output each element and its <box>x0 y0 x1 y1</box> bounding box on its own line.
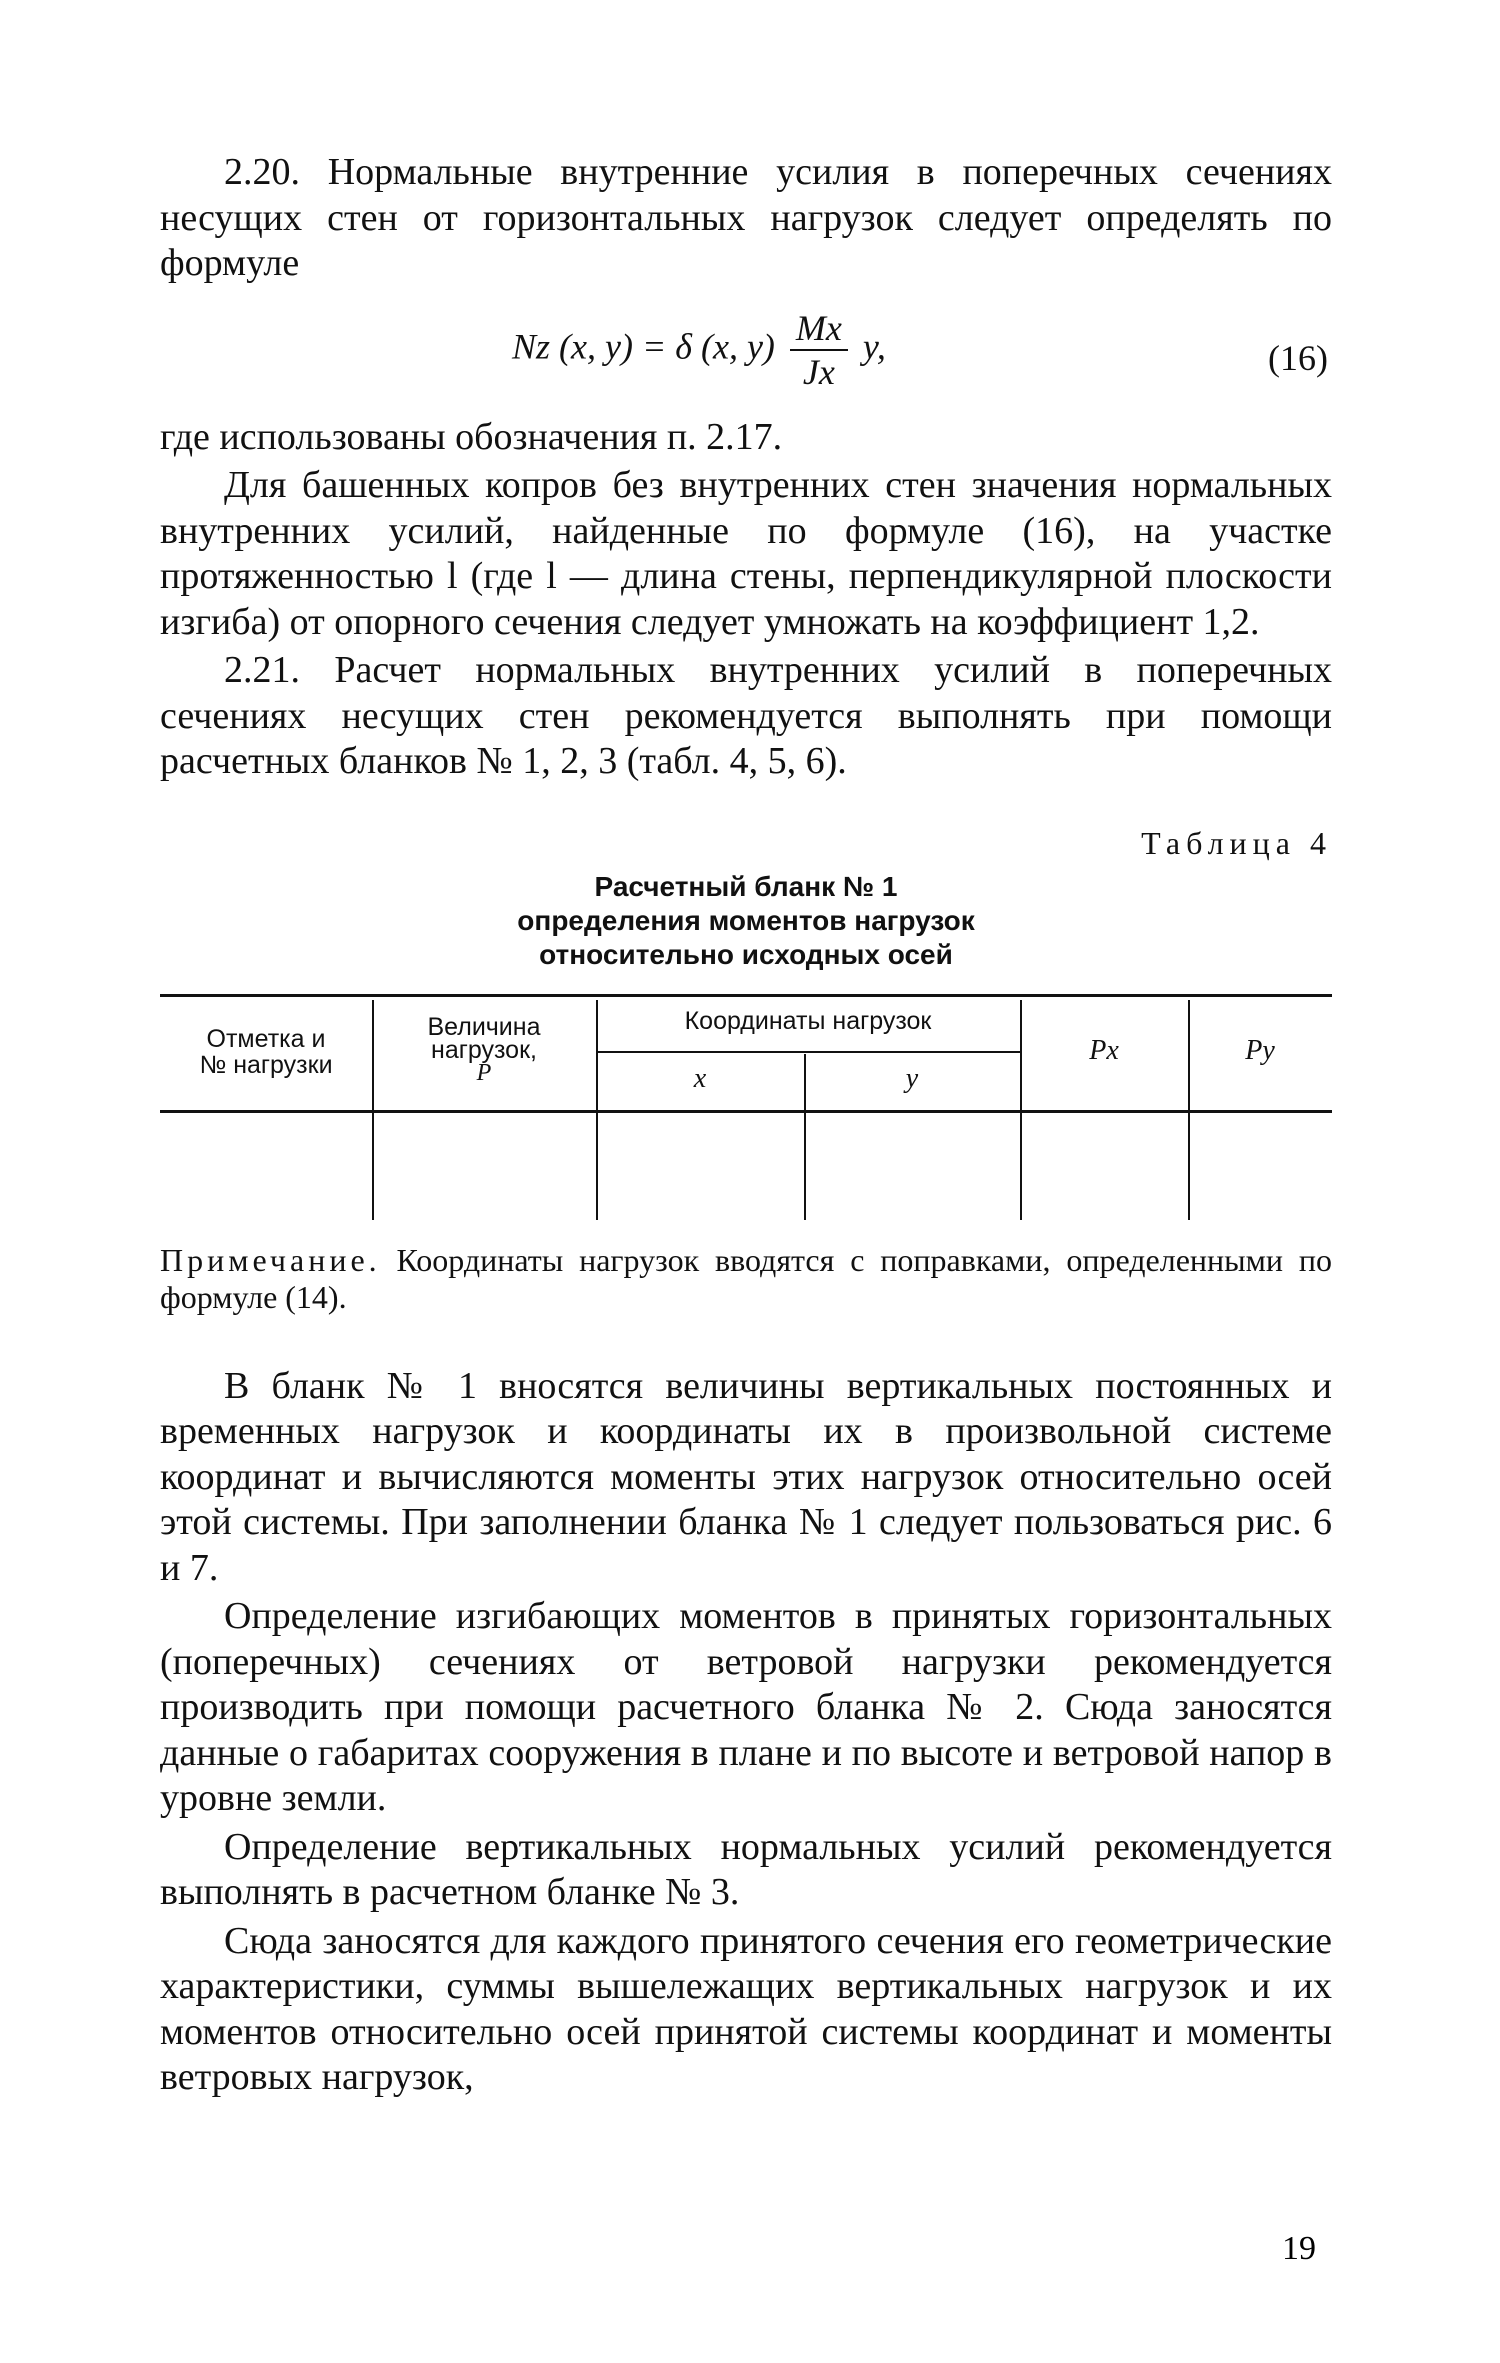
formula-expression <box>512 307 886 393</box>
page-number: 19 <box>1282 2230 1316 2267</box>
header-mark-and-load-no <box>160 1026 372 1078</box>
paragraph-form-2: Определение изгибающих моментов в принятых горизонтальных (поперечных) сечениях от ветровой нагрузки рекомендуется производить при помощи расчетного бланка № 2. Сюда заносятся данные о габаритах сооружения в плане и по высоте и ветровой напор в уровне земли. <box>160 1595 1332 1819</box>
note-text: Координаты нагрузок вводятся с поправками, определенными по формуле (14). <box>160 1241 1332 1315</box>
calculation-form-table <box>160 994 1332 1220</box>
formula-number: (16) <box>1268 337 1328 378</box>
table-top-rule <box>160 994 1332 997</box>
table-title-line-2: определения моментов нагрузок <box>517 904 975 936</box>
table-header-rule <box>160 1110 1332 1113</box>
paragraph-notation-ref: где использованы обозначения п. 2.17. <box>160 415 783 458</box>
formula-denominator: Jx <box>802 351 835 392</box>
paragraph-2-20: 2.20. Нормальные внутренние усилия в поперечных сечениях несущих стен от горизонтальных нагрузок следует определять по формуле <box>160 151 1332 284</box>
paragraph-tower-coefficient: Для башенных копров без внутренних стен значения нормальных внутренних усилий, найденные по формуле (16), на участке протяженностью l (где l — длина стены, перпендикулярной плоскости изгиба) от опорного сечения следует умножать на коэффициент 1,2. <box>160 464 1332 643</box>
table-col-divider-4 <box>1020 1000 1022 1220</box>
header-load-symbol: P <box>476 1059 492 1086</box>
header-load-value <box>372 1012 596 1086</box>
header-px: Px <box>1089 1034 1119 1066</box>
formula-16 <box>160 287 1332 415</box>
paragraph-2-21: 2.21. Расчет нормальных внутренних усилий в поперечных сечениях несущих стен рекомендуется выполнять при помощи расчетных бланков № 1, 2, 3 (табл. 4, 5, 6). <box>160 649 1332 782</box>
table-note <box>160 1242 1332 1316</box>
table-label: Таблица 4 <box>1141 824 1332 861</box>
header-py: Py <box>1245 1034 1275 1066</box>
paragraph-form-1: В бланк № 1 вносятся величины вертикальных постоянных и временных нагрузок и координаты их в произвольной системе координат и вычисляются моменты этих нагрузок относительно осей этой системы. При заполнении бланка № 1 следует пользоваться рис. 6 и 7. <box>160 1364 1332 1589</box>
note-label: Примечание. <box>160 1241 381 1278</box>
header-mark-line-1: Отметка и <box>206 1024 326 1053</box>
formula-lhs: Nz (x, y) = δ (x, y) <box>512 325 775 366</box>
paragraph-section-data: Сюда заносятся для каждого принятого сечения его геометрические характеристики, суммы вышележащих вертикальных нагрузок и их моментов относительно осей принятой системы координат и моменты ветровых нагрузок, <box>160 1919 1332 2098</box>
header-coord-y: y <box>905 1062 919 1094</box>
table-title-line-3: относительно исходных осей <box>539 938 953 970</box>
header-load-coordinates: Координаты нагрузок <box>684 1006 932 1035</box>
document-page <box>160 150 1332 2101</box>
table-col-divider-5 <box>1188 1000 1190 1220</box>
table-group-rule <box>596 1051 1022 1053</box>
table-title-line-1: Расчетный бланк № 1 <box>594 870 898 902</box>
paragraph-form-3: Определение вертикальных нормальных усилий рекомендуется выполнять в расчетном бланке № 3. <box>160 1825 1332 1913</box>
header-coord-x: x <box>693 1062 707 1094</box>
formula-numerator: Mx <box>790 307 848 351</box>
body-continuation <box>160 1364 1332 2101</box>
header-load-line-1: Величина <box>427 1012 541 1041</box>
formula-fraction <box>790 307 848 393</box>
header-load-line-2: нагрузок, <box>431 1035 537 1064</box>
header-mark-line-2: № нагрузки <box>199 1050 333 1079</box>
table-title <box>160 870 1332 972</box>
formula-rhs: y, <box>862 325 886 366</box>
